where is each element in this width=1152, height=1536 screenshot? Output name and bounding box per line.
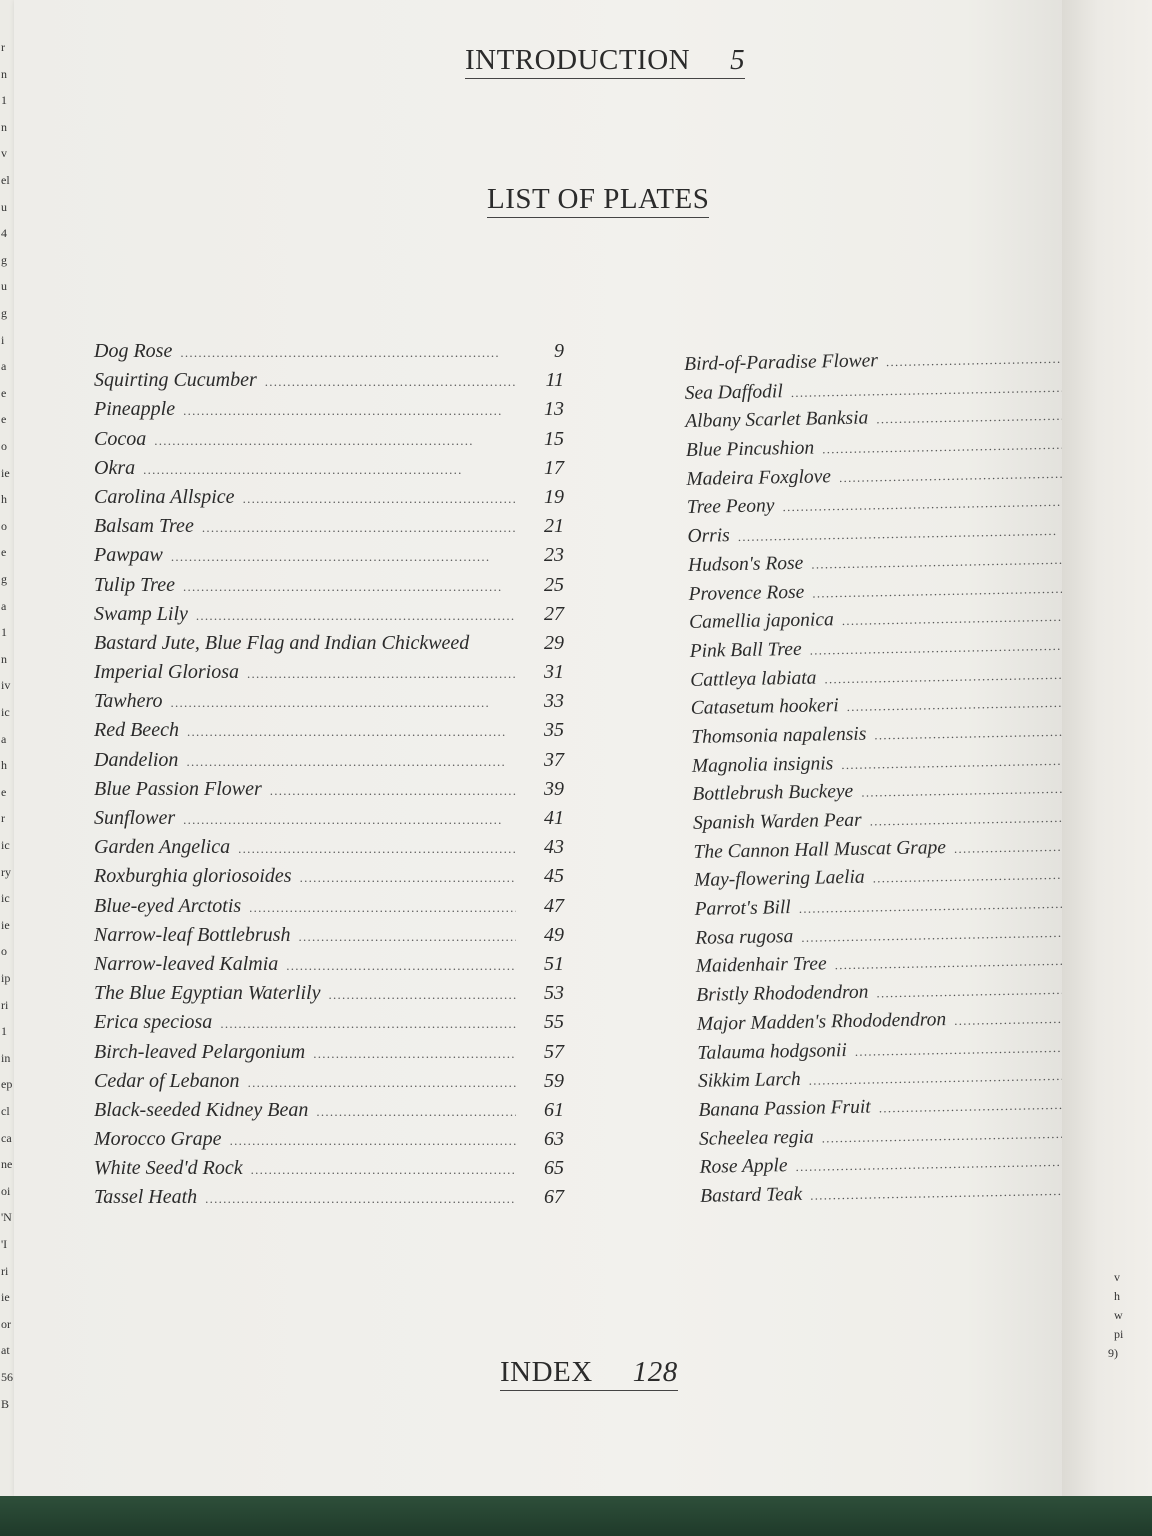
plate-entry <box>94 369 564 398</box>
left-edge-text-fragment: ic <box>1 838 10 852</box>
dot-leader <box>782 494 1081 516</box>
plate-name: White Seed'd Rock <box>94 1157 243 1180</box>
dot-leader <box>879 1096 1093 1116</box>
plate-name: Madeira Foxglove <box>686 465 832 490</box>
right-edge-text-fragment: h <box>1114 1289 1120 1303</box>
plate-name: Bird-of-Paradise Flower <box>684 350 879 375</box>
plate-entry <box>94 690 564 719</box>
plate-page-number: 51 <box>544 952 564 975</box>
dot-leader <box>220 1016 516 1032</box>
dot-leader <box>861 781 1086 801</box>
plate-entry <box>94 749 564 778</box>
dot-leader <box>855 1039 1092 1060</box>
dot-leader <box>313 1046 516 1062</box>
plate-name: Bottlebrush Buckeye <box>692 781 854 806</box>
dot-leader <box>841 752 1086 773</box>
plate-name: Tulip Tree <box>94 573 175 596</box>
plate-name: Dandelion <box>94 748 179 771</box>
dot-leader <box>842 609 1084 630</box>
plate-name: Provence Rose <box>688 581 805 605</box>
dot-leader <box>196 608 516 624</box>
dot-leader <box>298 929 516 945</box>
plate-page-number: 43 <box>544 836 564 859</box>
plate-name: Red Beech <box>94 719 179 742</box>
plate-entry <box>94 778 564 807</box>
plate-name: Blue Pincushion <box>685 437 815 462</box>
dot-leader <box>249 900 516 916</box>
plate-name: Garden Angelica <box>94 836 231 859</box>
dot-leader <box>822 1125 1094 1146</box>
plate-name: Orris <box>687 525 730 548</box>
left-edge-text-fragment: i <box>1 332 5 347</box>
left-edge-text-fragment: h <box>1 492 7 507</box>
dot-leader <box>876 981 1090 1001</box>
dot-leader <box>265 374 516 390</box>
left-edge-text-fragment: ri <box>1 1263 9 1278</box>
plate-entry <box>94 982 564 1011</box>
plate-name: Parrot's Bill <box>694 897 791 920</box>
plate-name: Bastard Jute, Blue Flag and Indian Chickweed <box>94 631 470 654</box>
dot-leader <box>839 465 1081 486</box>
dot-leader <box>847 695 1085 716</box>
dot-leader <box>248 1075 516 1091</box>
dot-leader <box>869 809 1087 829</box>
left-edge-text-fragment: e <box>1 385 7 400</box>
plate-name: Maidenhair Tree <box>695 953 827 978</box>
left-edge-text-fragment: 4 <box>1 226 7 241</box>
left-edge-text-fragment: 1 <box>1 625 7 640</box>
left-edge-text-fragment: ie <box>1 1290 10 1305</box>
dot-leader <box>876 408 1079 428</box>
plate-entry <box>94 340 564 369</box>
left-edge-text-fragment: 1 <box>1 1024 7 1039</box>
left-edge-text-fragment: n <box>1 119 7 134</box>
left-edge-text-fragment: ri <box>1 997 9 1012</box>
plate-name: Sunflower <box>94 807 176 829</box>
dot-leader <box>791 379 1079 401</box>
dot-leader <box>809 1067 1093 1088</box>
plate-name: Major Madden's Rhododendron <box>696 1008 947 1035</box>
left-edge-text-fragment: B <box>1 1396 10 1411</box>
index-heading <box>500 1356 678 1391</box>
plate-name: Blue-eyed Arctotis <box>94 894 242 917</box>
left-edge-text-fragment: a <box>1 731 7 746</box>
plate-name: Pink Ball Tree <box>689 638 802 662</box>
left-edge-text-fragment: r <box>1 40 5 54</box>
dot-leader <box>180 345 516 361</box>
plate-name: Squirting Cucumber <box>94 369 257 392</box>
plate-name: Albany Scarlet Banksia <box>685 407 869 433</box>
introduction-label: INTRODUCTION <box>465 44 691 76</box>
left-edge-text-fragment: 56 <box>1 1370 13 1384</box>
introduction-page-number: 5 <box>730 44 746 76</box>
dot-leader <box>886 350 1079 370</box>
dot-leader <box>286 958 516 974</box>
left-edge-text-fragment: n <box>1 651 7 666</box>
left-edge-text-fragment: g <box>1 572 7 586</box>
plate-name: Magnolia insignis <box>691 752 834 777</box>
plate-name: May-flowering Laelia <box>693 867 865 892</box>
plate-page-number: 65 <box>544 1157 564 1180</box>
book-cover-edge <box>0 1496 1152 1536</box>
plate-entry <box>94 719 564 748</box>
plate-name: The Blue Egyptian Waterlily <box>94 982 321 1005</box>
right-edge-text-fragment: v <box>1114 1270 1120 1284</box>
dot-leader <box>154 433 516 449</box>
plate-page-number: 31 <box>544 661 564 684</box>
dot-leader <box>300 870 516 886</box>
plate-entry <box>94 574 564 603</box>
plate-page-number: 53 <box>544 982 564 1005</box>
plate-name: Birch-leaved Pelargonium <box>94 1040 306 1063</box>
index-label: INDEX <box>500 1356 593 1388</box>
dot-leader <box>835 953 1090 974</box>
introduction-heading <box>465 44 745 79</box>
left-edge-text-fragment: r <box>1 811 5 826</box>
plate-name: The Cannon Hall Muscat Grape <box>693 836 947 863</box>
dot-leader <box>811 551 1082 572</box>
plate-name: Rosa rugosa <box>695 925 794 949</box>
plate-page-number: 13 <box>544 398 564 421</box>
dot-leader <box>205 1191 516 1207</box>
plate-page-number: 55 <box>544 1011 564 1034</box>
plate-name: Bastard Teak <box>699 1183 803 1207</box>
left-edge-text-fragment: e <box>1 784 7 799</box>
dot-leader <box>171 549 516 565</box>
plate-name: Black-seeded Kidney Bean <box>94 1098 309 1121</box>
plate-page-number: 17 <box>544 456 564 479</box>
left-edge-text-fragment: a <box>1 598 7 613</box>
plate-entry <box>94 515 564 544</box>
plate-page-number: 45 <box>544 865 564 888</box>
dot-leader <box>230 1133 516 1149</box>
plate-page-number: 27 <box>544 602 564 625</box>
plate-name: Rose Apple <box>699 1155 788 1179</box>
dot-leader <box>247 666 516 682</box>
dot-leader <box>183 403 516 419</box>
dot-leader <box>316 1104 516 1120</box>
plate-name: Carolina Allspice <box>94 485 235 508</box>
plate-page-number: 47 <box>544 894 564 917</box>
plate-page-number: 67 <box>544 1186 564 1209</box>
plate-name: Okra <box>94 456 136 479</box>
dot-leader <box>238 841 516 857</box>
dot-leader <box>822 436 1080 457</box>
plate-entry <box>94 1186 564 1215</box>
right-edge-text-fragment: 9) <box>1108 1346 1118 1360</box>
plate-entry <box>94 603 564 632</box>
plate-entry <box>94 1070 564 1099</box>
left-edge-text-fragment: oi <box>1 1183 11 1198</box>
plate-page-number: 37 <box>544 748 564 771</box>
plate-name: Tassel Heath <box>94 1186 198 1209</box>
plate-name: Cattleya labiata <box>690 667 817 691</box>
left-edge-text-fragment: el <box>1 173 10 187</box>
dot-leader <box>810 1182 1094 1203</box>
plate-name: Cedar of Lebanon <box>94 1069 240 1092</box>
left-edge-text-fragment: ic <box>1 705 10 719</box>
left-edge-text-fragment: cl <box>1 1104 10 1118</box>
left-edge-text-fragment: ca <box>1 1130 12 1145</box>
left-edge-text-fragment: or <box>1 1316 11 1331</box>
left-edge-text-fragment: ic <box>1 891 10 906</box>
plate-name: Roxburghia gloriosoides <box>94 865 292 888</box>
plate-name: Hudson's Rose <box>687 552 804 576</box>
plate-entry <box>94 1041 564 1070</box>
dot-leader <box>873 867 1089 887</box>
left-edge-text-fragment: ie <box>1 465 10 480</box>
plate-name: Spanish Warden Pear <box>692 809 862 834</box>
plate-entry <box>94 1011 564 1040</box>
plate-entry <box>94 544 564 573</box>
dot-leader <box>270 783 516 799</box>
plate-name: Sikkim Larch <box>697 1069 801 1093</box>
dot-leader <box>738 523 1082 546</box>
plate-page-number: 59 <box>544 1069 564 1092</box>
plate-name: Erica speciosa <box>94 1011 213 1034</box>
plate-name: Bristly Rhododendron <box>696 981 869 1007</box>
dot-leader <box>171 695 516 711</box>
left-edge-text-fragment: o <box>1 518 7 533</box>
plate-page-number: 23 <box>544 544 564 567</box>
dot-leader <box>328 987 516 1003</box>
dot-leader <box>183 812 516 828</box>
plate-entry <box>94 807 564 836</box>
previous-page-edge <box>0 0 15 1536</box>
plate-name: Narrow-leaved Kalmia <box>94 952 279 975</box>
plate-name: Sea Daffodil <box>684 380 783 404</box>
left-edge-text-fragment: 'N <box>1 1210 12 1225</box>
plate-page-number: 63 <box>544 1128 564 1151</box>
dot-leader <box>202 520 516 536</box>
left-edge-text-fragment: n <box>1 66 7 81</box>
plate-entry <box>94 1128 564 1157</box>
plate-name: Pineapple <box>94 398 176 421</box>
plate-entry <box>94 836 564 865</box>
dot-leader <box>243 491 516 507</box>
dot-leader <box>187 724 516 740</box>
plate-entry <box>94 632 564 661</box>
plate-entry <box>94 457 564 486</box>
plate-page-number: 9 <box>554 340 564 362</box>
plate-entry <box>94 924 564 953</box>
plate-page-number: 61 <box>544 1098 564 1121</box>
right-edge-text-fragment: w <box>1114 1308 1123 1322</box>
plate-name: Banana Passion Fruit <box>698 1096 871 1121</box>
list-of-plates-heading: LIST OF PLATES <box>487 183 709 218</box>
dot-leader <box>186 754 516 770</box>
plate-name: Swamp Lily <box>94 602 188 625</box>
plate-name: Talauma hodgsonii <box>697 1039 847 1064</box>
plate-name: Balsam Tree <box>94 515 194 538</box>
plate-name: Thomsonia napalensis <box>691 723 867 748</box>
plate-name: Scheelea regia <box>698 1126 814 1150</box>
left-edge-text-fragment: ry <box>1 864 11 879</box>
index-page-number: 128 <box>632 1356 678 1388</box>
plate-name: Pawpaw <box>94 544 163 567</box>
plate-name: Catasetum hookeri <box>690 695 839 720</box>
plate-entry <box>94 953 564 982</box>
dot-leader <box>251 1162 516 1178</box>
plate-page-number: 15 <box>544 427 564 450</box>
book-page <box>14 0 1072 1496</box>
plate-entry <box>94 428 564 457</box>
plate-page-number: 11 <box>545 369 564 392</box>
plate-entry <box>94 865 564 894</box>
plate-name: Narrow-leaf Bottlebrush <box>94 923 291 946</box>
right-edge-text-fragment: pi <box>1114 1327 1124 1341</box>
plate-name: Imperial Gloriosa <box>94 661 239 684</box>
plate-entry <box>94 1099 564 1128</box>
dot-leader <box>795 1154 1093 1176</box>
left-edge-text-fragment: in <box>1 1050 11 1065</box>
plate-page-number: 41 <box>544 807 564 829</box>
plate-name: Dog Rose <box>94 340 173 362</box>
plate-page-number: 21 <box>544 515 564 538</box>
plate-name: Morocco Grape <box>94 1128 222 1151</box>
dot-leader <box>801 924 1089 946</box>
left-edge-text-fragment: v <box>1 146 7 161</box>
left-edge-text-fragment: g <box>1 306 7 320</box>
plate-name: Blue Passion Flower <box>94 777 262 800</box>
plate-page-number: 25 <box>544 573 564 596</box>
plate-entry <box>94 398 564 427</box>
plate-name: Tawhero <box>94 690 163 713</box>
left-edge-text-fragment: ie <box>1 917 10 932</box>
left-edge-text-fragment: h <box>1 758 7 773</box>
plate-page-number: 57 <box>544 1040 564 1063</box>
dot-leader <box>183 579 516 595</box>
left-edge-text-fragment: o <box>1 439 7 453</box>
plate-name: Camellia japonica <box>688 609 834 634</box>
left-edge-text-fragment: u <box>1 279 7 294</box>
plate-page-number: 39 <box>544 777 564 800</box>
plate-entry <box>94 1157 564 1186</box>
left-edge-text-fragment: a <box>1 359 7 374</box>
next-page-edge <box>1062 0 1152 1536</box>
plate-page-number: 19 <box>544 485 564 508</box>
left-edge-text-fragment: ip <box>1 971 11 985</box>
plate-page-number: 29 <box>544 631 564 654</box>
left-edge-text-fragment: 'I <box>1 1237 8 1251</box>
dot-leader <box>809 637 1083 658</box>
plate-entry <box>94 895 564 924</box>
plate-name: Tree Peony <box>686 495 775 519</box>
left-edge-text-fragment: ep <box>1 1077 13 1092</box>
plate-page-number: 35 <box>544 719 564 742</box>
left-edge-text-fragment: e <box>1 412 7 427</box>
dot-leader <box>812 580 1083 601</box>
dot-leader <box>143 462 516 478</box>
left-edge-text-fragment: at <box>1 1343 10 1358</box>
dot-leader <box>874 723 1085 743</box>
plate-page-number: 49 <box>544 923 564 946</box>
dot-leader <box>799 895 1089 917</box>
plates-list-left-column <box>94 340 564 1216</box>
left-edge-text-fragment: 1 <box>1 93 7 108</box>
plate-name: Cocoa <box>94 427 147 450</box>
plate-entry <box>94 661 564 690</box>
left-edge-text-fragment: ne <box>1 1157 13 1172</box>
left-edge-text-fragment: e <box>1 545 7 560</box>
left-edge-text-fragment: u <box>1 199 7 214</box>
plate-page-number: 33 <box>544 690 564 713</box>
left-edge-text-fragment: o <box>1 944 7 959</box>
left-edge-text-fragment: g <box>1 252 7 267</box>
dot-leader <box>824 666 1084 687</box>
left-edge-text-fragment: iv <box>1 678 11 693</box>
plate-entry <box>94 486 564 515</box>
